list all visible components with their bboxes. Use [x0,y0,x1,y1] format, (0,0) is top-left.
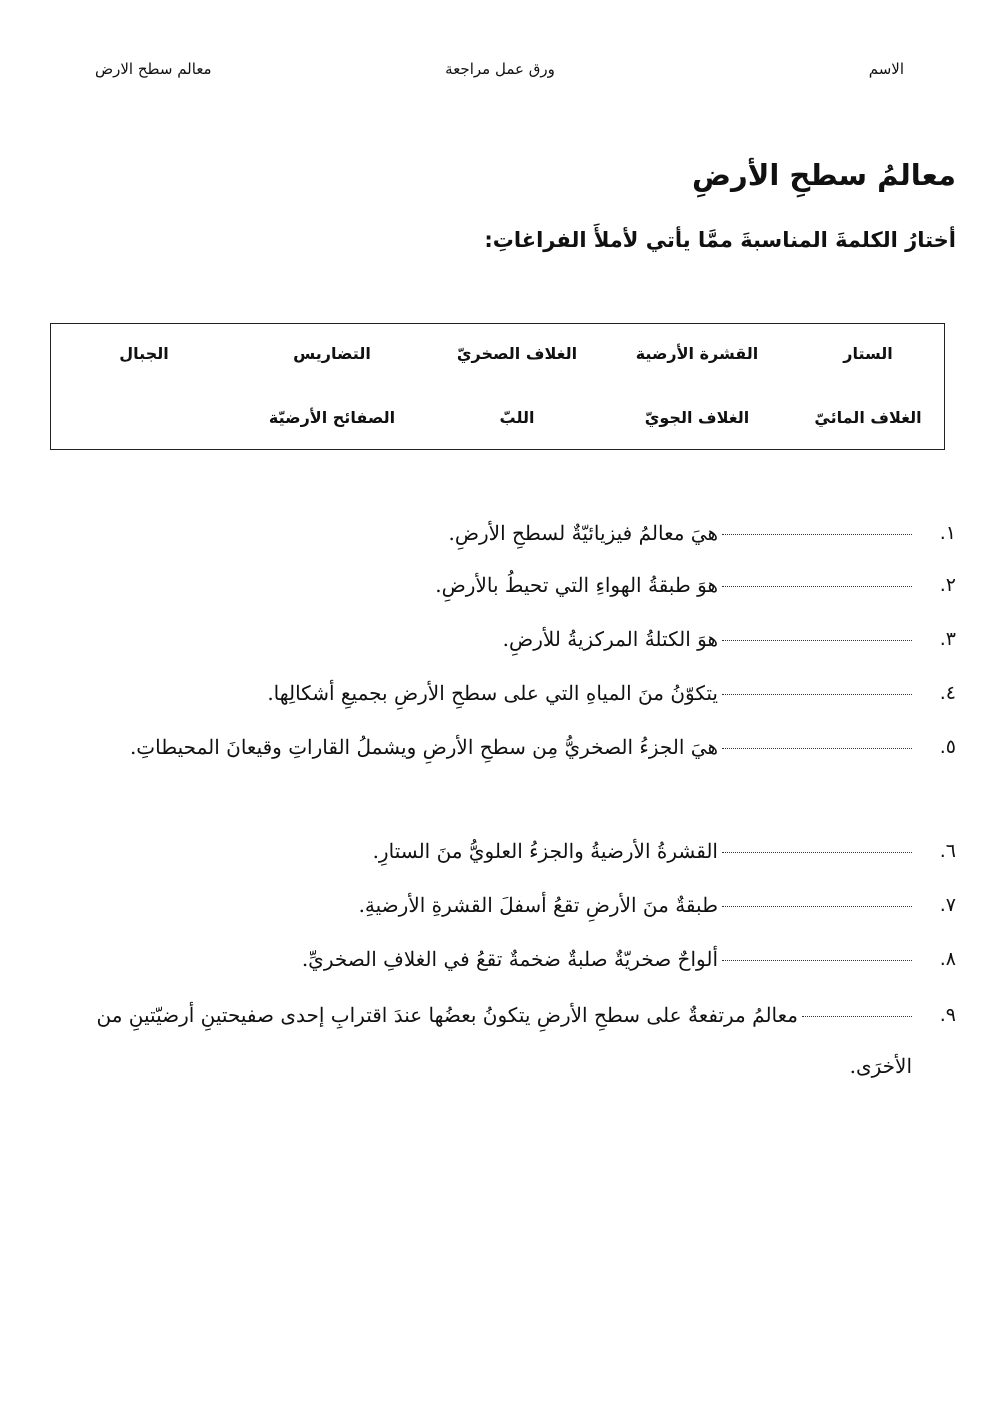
question-number: ٦. [939,840,956,862]
question-number: ٤. [939,682,956,704]
question-7 [30,880,956,931]
word-bank-item: اللبّ [499,408,535,427]
word-bank [50,323,945,450]
answer-blank[interactable] [722,586,912,587]
instruction: أختارُ الكلمةَ المناسبةَ ممَّا يأتي لأملأَ الفراغاتِ: [484,228,956,252]
question-number: ٨. [939,948,956,970]
question-number: ٧. [939,894,956,916]
question-1 [30,508,956,559]
question-text: هوَ الكتلةُ المركزيةُ للأرضِ. [502,627,718,651]
question-text: هيَ الجزءُ الصخريُّ مِن سطحِ الأرضِ ويشملُ القاراتِ وقيعانَ المحيطاتِ. [129,735,718,759]
question-text: ألواحٌ صخريّةٌ صلبةٌ ضخمةٌ تقعُ في الغلافِ الصخريِّ. [301,947,718,971]
question-4 [30,668,956,719]
worksheet-topic: معالم سطح الارض [95,60,212,78]
word-bank-item: القشرة الأرضية [635,344,759,363]
question-number: ٢. [939,574,956,596]
question-6 [30,826,956,877]
word-bank-item: الصفائح الأرضيّة [268,408,396,427]
word-bank-item: التضاريس [293,344,371,363]
answer-blank[interactable] [802,1016,912,1017]
question-3 [30,614,956,665]
question-text: هيَ معالمُ فيزيائيّةٌ لسطحِ الأرضِ. [448,521,718,545]
answer-blank[interactable] [722,748,912,749]
answer-blank[interactable] [722,906,912,907]
question-text: هوَ طبقةُ الهواءِ التي تحيطُ بالأرضِ. [435,573,718,597]
question-9 [30,990,956,1092]
name-label: الاسم [868,60,904,78]
question-text: طبقةٌ منَ الأرضِ تقعُ أسفلَ القشرةِ الأرضيةِ. [358,893,718,917]
question-2 [30,560,956,611]
question-number: ٥. [939,736,956,758]
word-bank-item: الغلاف المائيّ [814,408,922,427]
question-text: يتكوّنُ منَ المياهِ التي على سطحِ الأرضِ بجميعِ أشكالِها. [267,681,718,705]
question-text: معالمُ مرتفعةٌ على سطحِ الأرضِ يتكونُ بعضُها عندَ اقترابِ إحدى صفيحتينِ أرضيّتينِ من الأخرَى. [96,1003,912,1078]
question-8 [30,934,956,985]
question-number: ٩. [939,1004,956,1026]
word-bank-item: الغلاف الجويّ [644,408,750,427]
word-bank-item: الستار [843,344,893,363]
question-number: ٣. [939,628,956,650]
answer-blank[interactable] [722,694,912,695]
page-title: معالمُ سطحِ الأرضِ [692,158,956,192]
question-5 [30,722,956,773]
answer-blank[interactable] [722,852,912,853]
question-number: ١. [939,522,956,544]
question-text: القشرةُ الأرضيةُ والجزءُ العلويُّ منَ الستارِ. [372,839,718,863]
word-bank-item: الجبال [119,344,169,363]
answer-blank[interactable] [722,960,912,961]
answer-blank[interactable] [722,640,912,641]
answer-blank[interactable] [722,534,912,535]
word-bank-item: الغلاف الصخريّ [456,344,578,363]
worksheet-type: ورق عمل مراجعة [445,60,555,78]
